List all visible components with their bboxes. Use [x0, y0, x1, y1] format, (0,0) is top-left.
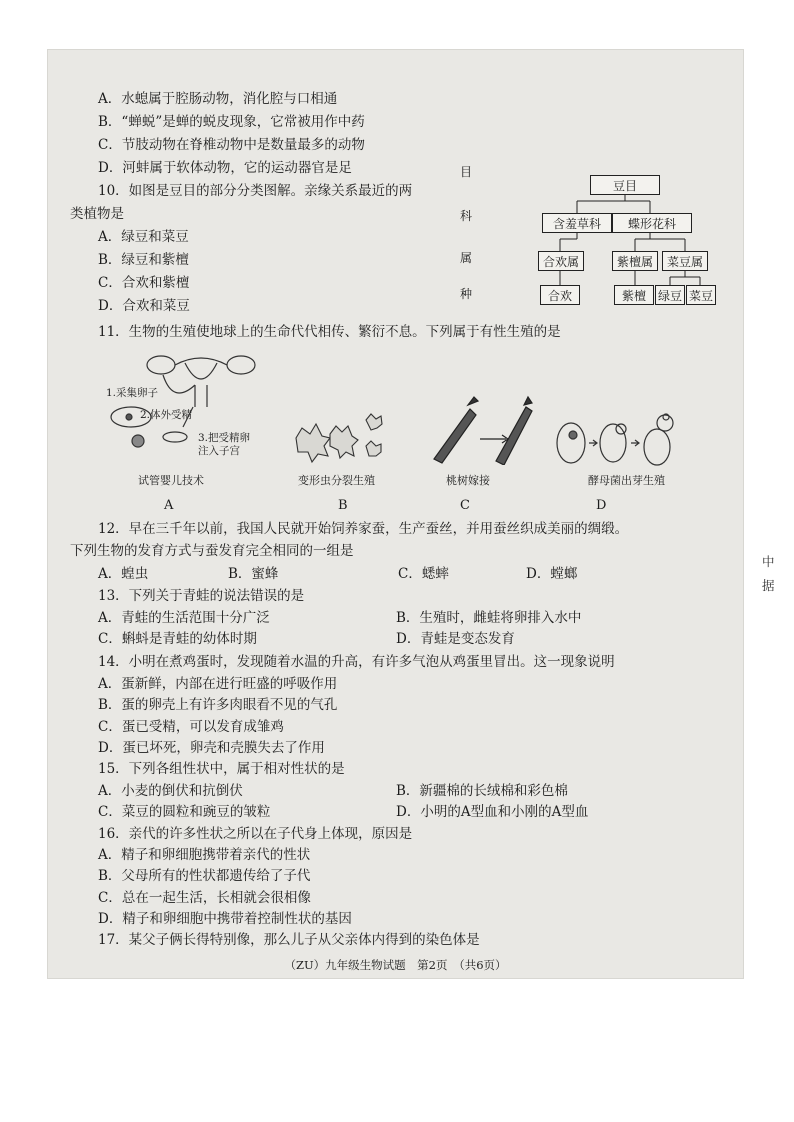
q9-option-b: B．“蝉蜕”是蝉的蜕皮现象，它常被用作中药 [98, 114, 365, 130]
genus-box-phaseolus: 菜豆属 [662, 251, 708, 271]
species-box-albizia: 合欢 [540, 285, 580, 305]
family-box-papilionaceae: 蝶形花科 [612, 213, 692, 233]
page-footer: （ZU）九年级生物试题 第2页 （共6页） [284, 958, 507, 972]
level-label-order: 目 [460, 165, 473, 179]
level-label-species: 种 [460, 287, 473, 301]
q12-stem-line1: 12．早在三千年以前，我国人民就开始饲养家蚕，生产蚕丝，并用蚕丝织成美丽的绸缎。 [98, 521, 629, 537]
level-label-genus: 属 [460, 251, 473, 265]
family-box-mimosaceae: 含羞草科 [542, 213, 612, 233]
q15-stem: 15．下列各组性状中，属于相对性状的是 [98, 761, 345, 777]
q12-option-c: C．蟋蟀 [398, 566, 449, 582]
q12-option-a: A．蝗虫 [98, 566, 149, 582]
level-label-family: 科 [460, 209, 473, 223]
q16-stem: 16．亲代的许多性状之所以在子代身上体现，原因是 [98, 826, 413, 842]
figure-b-caption: 变形虫分裂生殖 [298, 474, 375, 487]
q10-stem-line2: 类植物是 [70, 206, 124, 222]
q13-option-a: A．青蛙的生活范围十分广泛 [98, 610, 270, 626]
q16-option-d: D．精子和卵细胞中携带着控制性状的基因 [98, 911, 352, 927]
q14-option-a: A．蛋新鲜，内部在进行旺盛的呼吸作用 [98, 676, 338, 692]
q10-option-d: D．合欢和菜豆 [98, 298, 190, 314]
ivf-step3-line2: 注入子宫 [198, 445, 240, 457]
figure-c-letter: C [460, 498, 470, 513]
genus-box-pterocarpus: 紫檀属 [612, 251, 658, 271]
q15-option-a: A．小麦的倒伏和抗倒伏 [98, 783, 243, 799]
exam-page [48, 50, 743, 978]
edge-char-1: 中 [762, 554, 775, 569]
q15-option-b: B．新疆棉的长绒棉和彩色棉 [396, 783, 568, 799]
amoeba-illustration [286, 410, 396, 465]
ivf-step1: 1.采集卵子 [106, 387, 159, 399]
q13-option-d: D．青蛙是变态发育 [396, 631, 515, 647]
q13-option-b: B．生殖时，雌蛙将卵排入水中 [396, 610, 582, 626]
order-box: 豆目 [590, 175, 660, 195]
q15-option-c: C．菜豆的圆粒和豌豆的皱粒 [98, 804, 271, 820]
q17-stem: 17．某父子俩长得特别像，那么儿子从父亲体内得到的染色体是 [98, 932, 480, 948]
figure-a-letter: A [164, 498, 174, 513]
ivf-step2: 2.体外受精 [140, 409, 193, 421]
q10-option-a: A．绿豆和菜豆 [98, 229, 189, 245]
q16-option-b: B．父母所有的性状都遗传给了子代 [98, 868, 311, 884]
q16-option-c: C．总在一起生活，长相就会很相像 [98, 890, 311, 906]
q16-option-a: A．精子和卵细胞携带着亲代的性状 [98, 847, 311, 863]
grafting-illustration [426, 395, 536, 465]
q9-option-a: A．水螅属于腔肠动物，消化腔与口相通 [98, 91, 338, 107]
figure-c-caption: 桃树嫁接 [446, 474, 490, 487]
figure-d-letter: D [596, 498, 607, 513]
species-box-kidney-bean: 菜豆 [686, 285, 716, 305]
q10-option-b: B．绿豆和紫檀 [98, 252, 189, 268]
q15-option-d: D．小明的A型血和小刚的A型血 [396, 804, 589, 820]
q12-stem-line2: 下列生物的发育方式与蚕发育完全相同的一组是 [70, 543, 354, 559]
q10-stem-line1: 10．如图是豆目的部分分类图解。亲缘关系最近的两 [98, 183, 413, 199]
q13-stem: 13．下列关于青蛙的说法错误的是 [98, 588, 305, 604]
q14-option-c: C．蛋已受精，可以发育成雏鸡 [98, 719, 284, 735]
figure-a-caption: 试管婴儿技术 [138, 474, 204, 487]
q9-option-d: D．河蚌属于软体动物，它的运动器官是足 [98, 160, 352, 176]
q14-stem: 14．小明在煮鸡蛋时，发现随着水温的升高，有许多气泡从鸡蛋里冒出。这一现象说明 [98, 654, 615, 670]
yeast-budding-illustration [553, 405, 683, 470]
figure-d-caption: 酵母菌出芽生殖 [588, 474, 665, 487]
q14-option-d: D．蛋已坏死，卵壳和壳膜失去了作用 [98, 740, 325, 756]
q14-option-b: B．蛋的卵壳上有许多肉眼看不见的气孔 [98, 697, 338, 713]
q11-stem: 11．生物的生殖使地球上的生命代代相传、繁衍不息。下列属于有性生殖的是 [98, 324, 561, 340]
q13-option-c: C．蝌蚪是青蛙的幼体时期 [98, 631, 257, 647]
ivf-step3-line1: 3.把受精卵 [198, 432, 251, 444]
genus-box-albizia: 合欢属 [538, 251, 584, 271]
q10-option-c: C．合欢和紫檀 [98, 275, 190, 291]
species-box-pterocarpus: 紫檀 [614, 285, 654, 305]
q12-option-d: D．螳螂 [526, 566, 578, 582]
q9-option-c: C．节肢动物在脊椎动物中是数量最多的动物 [98, 137, 365, 153]
q12-option-b: B．蜜蜂 [228, 566, 279, 582]
figure-b-letter: B [338, 498, 348, 513]
edge-char-2: 据 [762, 578, 775, 593]
species-box-mung-bean: 绿豆 [655, 285, 685, 305]
